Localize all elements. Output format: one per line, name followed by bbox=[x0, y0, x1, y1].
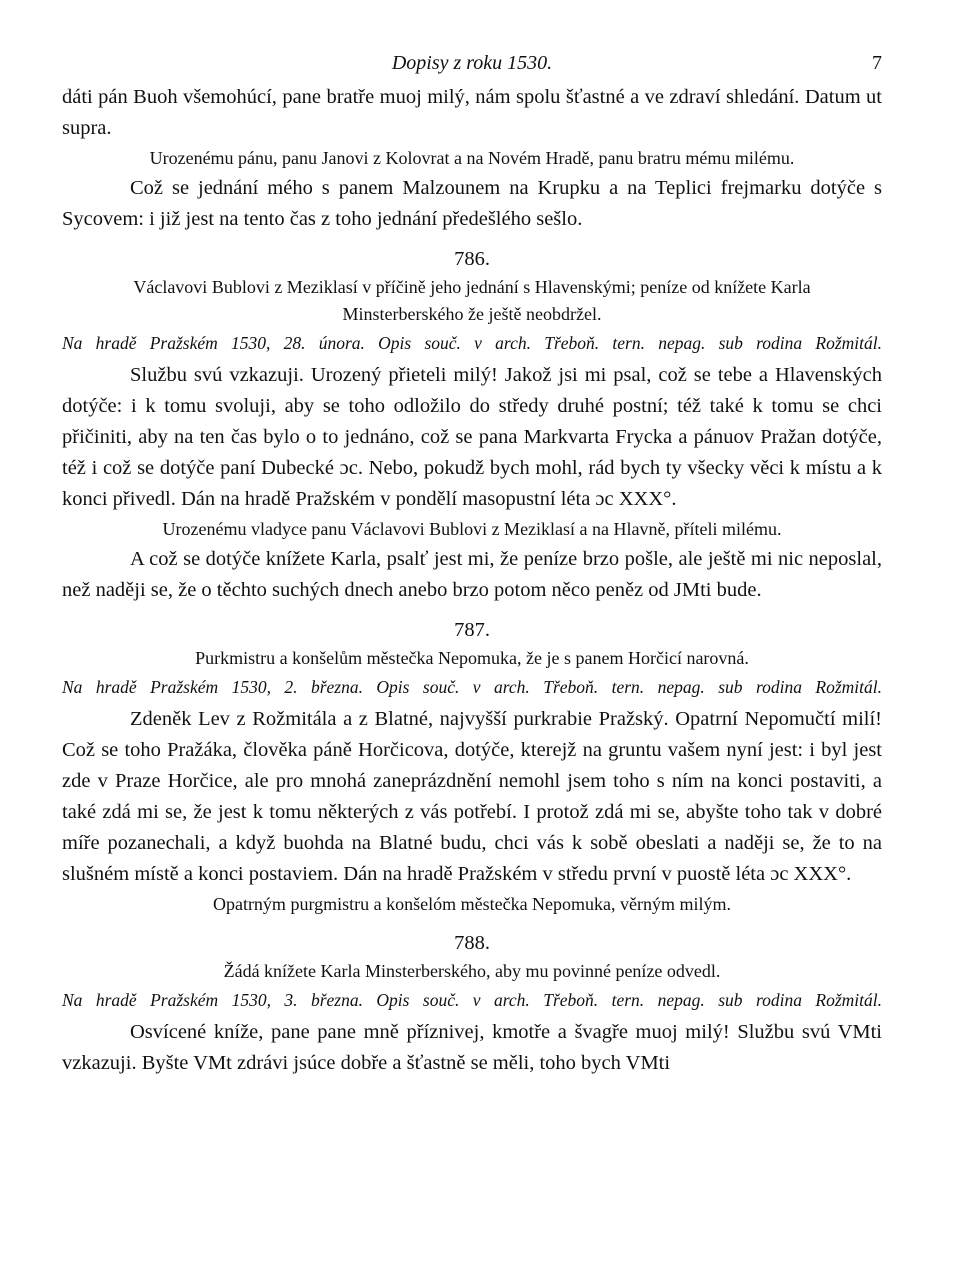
document-regest: Václavovi Bublovi z Meziklasí v příčině jeho jednání s Hlavenskými; peníze od knížete Karla Minsterberského že ještě neobdržel. bbox=[133, 277, 811, 324]
document-788 bbox=[62, 928, 882, 1079]
document-postscript: A což se dotýče knížete Karla, psalť jest mi, že peníze brzo pošle, ale ještě mi nic neposlal, než naději se, že o těchto suchých dnech anebo brzo potom něco peněz od JMti bude. bbox=[62, 548, 882, 601]
document-source: Na hradě Pražském 1530, 2. března. Opis souč. v arch. Třeboň. tern. nepag. sub rodina Rožmitál. bbox=[62, 677, 882, 697]
document-text: Službu svú vzkazuji. Urozený přieteli milý! Jakož jsi mi psal, což se tebe a Hlavenských dotýče: i k tomu svoluji, aby se toho odložilo do středy druhé postní; též také k tomu se chci přičiniti, aby na ten čas bylo o to jednáno, což se pana Markvarta Frycka a pánuov Pražan dotýče, též i což se dotýče paní Dubecké ɔc. Nebo, pokudž bych mohl, rád bych ty všecky věci k místu a k konci přivedl. Dán na hradě Pražském v pondělí masopustní léta ɔc XXX°. bbox=[62, 364, 882, 510]
continued-letter bbox=[62, 82, 882, 235]
document-source: Na hradě Pražském 1530, 28. února. Opis souč. v arch. Třeboň. tern. nepag. sub rodina Rožmitál. bbox=[62, 333, 882, 353]
document-regest: Žádá knížete Karla Minsterberského, aby mu povinné peníze odvedl. bbox=[223, 961, 721, 981]
document-address: Urozenému vladyce panu Václavovi Bublovi z Meziklasí a na Hlavně, příteli milému. bbox=[162, 519, 782, 539]
running-title: Dopisy z roku 1530. bbox=[391, 52, 553, 74]
document-786 bbox=[62, 244, 882, 606]
document-regest: Purkmistru a konšelům městečka Nepomuka, že je s panem Horčicí narovná. bbox=[195, 648, 749, 668]
document-source: Na hradě Pražském 1530, 3. března. Opis souč. v arch. Třeboň. tern. nepag. sub rodina Rožmitál. bbox=[62, 990, 882, 1010]
document-text: Zdeněk Lev z Rožmitála a z Blatné, najvyšší purkrabie Pražský. Opatrní Nepomučtí milí! Což se toho Pražáka, člověka páně Horčicova, dotýče, kterejž na gruntu vašem nyní jest: i byl jest zde v Praze Horčice, ale pro mnohá zaneprázdnění nemohl jsem toho s ním na konci postaviti, a také zdá mi se, že jest k tomu některých z vás potřebí. I protož zdá mi se, abyšte toho tak v dobré míře pozanechali, a když buohda na Blatné budu, chci vás k sobě obeslati a naději se, že to na slušném místě a konci postaviem. Dán na hradě Pražském v středu první v puostě léta ɔc XXX°. bbox=[62, 708, 882, 885]
document-address: Opatrným purgmistru a konšelóm městečka Nepomuka, věrným milým. bbox=[212, 894, 732, 914]
letter-text: dáti pán Buoh všemohúcí, pane bratře muoj milý, nám spolu šťastné a ve zdraví shledání. Datum ut supra. bbox=[62, 86, 882, 139]
document-number: 787. bbox=[454, 619, 490, 641]
running-head bbox=[62, 48, 882, 82]
letter-postscript: Což se jednání mého s panem Malzounem na Krupku a na Teplici frejmarku dotýče s Sycovem: i již jest na tento čas z toho jednání předešlého sešlo. bbox=[62, 177, 882, 230]
page-number: 7 bbox=[872, 52, 882, 74]
letter-address: Urozenému pánu, panu Janovi z Kolovrat a na Novém Hradě, panu bratru mému milému. bbox=[149, 148, 795, 168]
document-text: Osvícené kníže, pane pane mně příznivej, kmotře a švagře muoj milý! Službu svú VMti vzkazuji. Byšte VMt zdrávi jsúce dobře a šťastně se měli, toho bych VMti bbox=[62, 1021, 882, 1074]
document-787 bbox=[62, 615, 882, 919]
document-number: 788. bbox=[454, 932, 490, 954]
book-page bbox=[62, 48, 882, 1079]
document-number: 786. bbox=[454, 248, 490, 270]
